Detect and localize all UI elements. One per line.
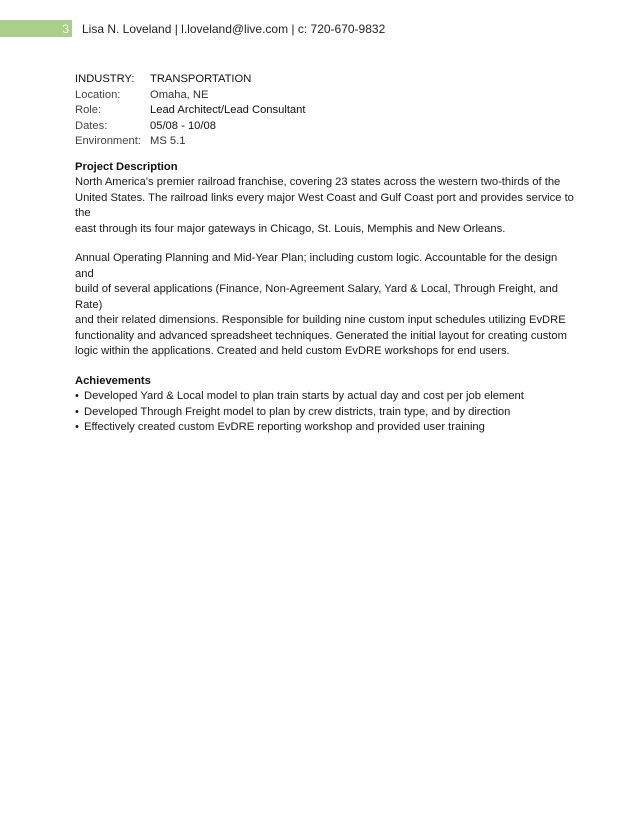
paragraph-line: east through its four major gateways in Chicago, St. Louis, Memphis and New Orleans. xyxy=(75,222,506,235)
environment-value: MS 5.1 xyxy=(150,135,186,148)
resume-section xyxy=(75,72,575,436)
environment-label: Environment: xyxy=(75,135,141,148)
paragraph-line: and their related dimensions. Responsible for building nine custom input schedules utilizing EvDRE xyxy=(75,314,566,327)
project-description-heading: Project Description xyxy=(75,160,178,173)
page-header xyxy=(0,20,385,37)
location-label: Location: xyxy=(75,88,121,101)
meta-industry xyxy=(75,72,575,88)
list-item xyxy=(75,420,575,436)
project-paragraph-2 xyxy=(75,251,575,360)
location-value: Omaha, NE xyxy=(150,88,209,101)
achievement-text: Effectively created custom EvDRE reporting workshop and provided user training xyxy=(84,421,485,434)
paragraph-line: logic within the applications. Created and held custom EvDRE workshops for end users. xyxy=(75,345,510,358)
meta-location xyxy=(75,88,575,104)
achievements-list xyxy=(75,389,575,436)
page-number-badge: 3 xyxy=(0,20,72,37)
meta-environment xyxy=(75,134,575,150)
achievements-heading: Achievements xyxy=(75,374,151,387)
paragraph-line: United States. The railroad links every major West Coast and Gulf Coast port and provides service to the xyxy=(75,191,574,220)
achievement-text: Developed Yard & Local model to plan train starts by actual day and cost per job element xyxy=(84,390,524,403)
list-item xyxy=(75,405,575,421)
bullet-icon: • xyxy=(75,405,79,418)
bullet-icon: • xyxy=(75,421,79,434)
meta-dates xyxy=(75,119,575,135)
contact-line: Lisa N. Loveland | l.loveland@live.com | c: 720-670-9832 xyxy=(82,21,386,36)
paragraph-line: functionality and advanced spreadsheet techniques. Generated the initial layout for creating custom xyxy=(75,329,567,342)
paragraph-line: build of several applications (Finance, Non-Agreement Salary, Yard & Local, Through Freight, and Rate) xyxy=(75,283,558,311)
paragraph-line: Annual Operating Planning and Mid-Year Plan; including custom logic. Accountable for the design and xyxy=(75,252,558,280)
industry-label: INDUSTRY: xyxy=(75,73,135,85)
role-label: Role: xyxy=(75,104,102,117)
dates-label: Dates: xyxy=(75,119,108,132)
list-item xyxy=(75,389,575,405)
meta-role xyxy=(75,103,575,119)
role-value: Lead Architect/Lead Consultant xyxy=(150,104,306,117)
project-paragraph-1 xyxy=(75,175,575,237)
bullet-icon: • xyxy=(75,390,79,403)
dates-value: 05/08 - 10/08 xyxy=(150,119,216,132)
industry-value: TRANSPORTATION xyxy=(150,73,252,85)
achievement-text: Developed Through Freight model to plan by crew districts, train type, and by direction xyxy=(84,405,511,418)
paragraph-line: North America's premier railroad franchise, covering 23 states across the western two-thirds of the xyxy=(75,176,561,189)
